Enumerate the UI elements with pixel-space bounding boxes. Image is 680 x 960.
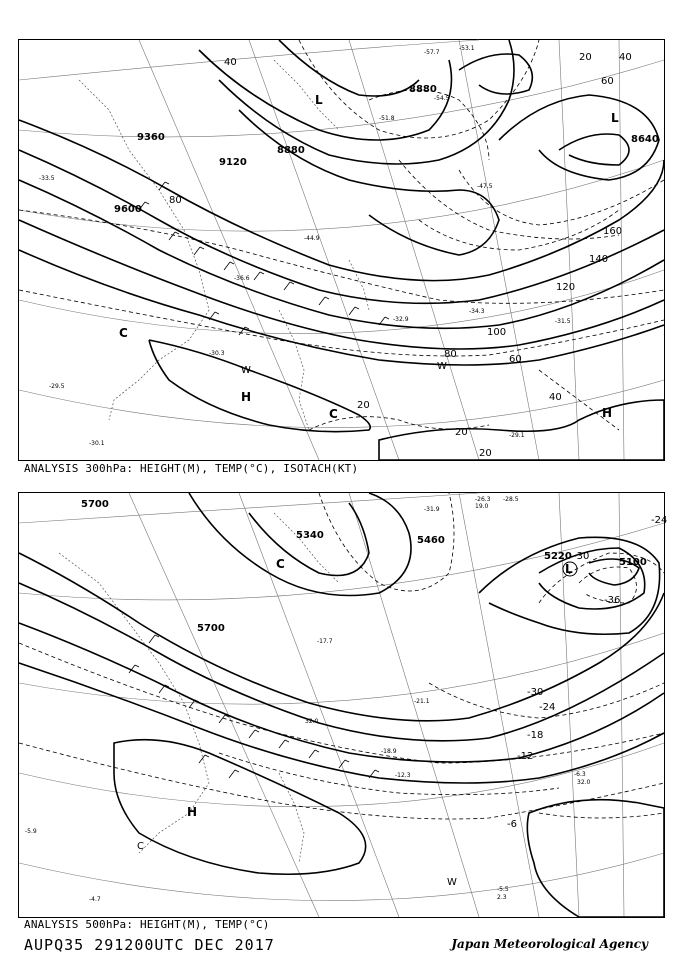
agency-credit: Japan Meteorological Agency: [451, 937, 648, 951]
height-label-5220: 5220: [544, 551, 572, 562]
height-label-9120: 9120: [219, 157, 247, 168]
temp-contour-label: -24: [651, 515, 668, 526]
obs-value: -28.5: [503, 496, 519, 503]
low-center: L: [565, 562, 573, 576]
temp-obs: -33.5: [39, 175, 55, 182]
isotach-label: 140: [589, 254, 609, 265]
temp-obs: -51.8: [379, 115, 395, 122]
high-center: H: [241, 390, 252, 404]
graticule: [19, 40, 664, 460]
obs-value: 19.0: [475, 503, 489, 510]
temp-obs: -29.1: [509, 432, 525, 439]
coastline: [79, 60, 369, 430]
temp-obs: -57.7: [424, 49, 440, 56]
height-label-8880-a: 8880: [277, 145, 305, 156]
height-label-5460: 5460: [417, 535, 445, 546]
isotach-label: 20: [455, 427, 468, 438]
isotach-label: 160: [603, 226, 623, 237]
height-label-5700-b: 5700: [197, 623, 225, 634]
obs-value: 32.0: [577, 779, 591, 786]
temp-obs: -30.1: [89, 440, 105, 447]
height-contours: [19, 40, 664, 460]
isotach-label: 120: [556, 282, 576, 293]
height-label-5100: 5100: [619, 557, 647, 568]
warm-center: W: [447, 877, 457, 888]
temp-obs: -44.9: [304, 235, 320, 242]
obs-value: -5.5: [497, 886, 509, 893]
caption-300hpa: ANALYSIS 300hPa: HEIGHT(M), TEMP(°C), ISOTACH(KT): [24, 462, 359, 475]
temp-obs: -54.5: [434, 95, 450, 102]
low-center: L: [611, 111, 619, 125]
isotach-label: 40: [619, 52, 632, 63]
cold-center: C: [119, 326, 128, 340]
temp-contour-label: -30: [573, 551, 590, 562]
height-label-9600: 9600: [114, 204, 142, 215]
high-center: H: [602, 406, 613, 420]
temp-obs: -30.3: [209, 350, 225, 357]
isotach-label: 40: [224, 57, 237, 68]
isotach-label: 100: [487, 327, 507, 338]
high-center: H: [187, 805, 198, 819]
map-500hpa-canvas: [19, 493, 668, 917]
isotach-label: 80: [444, 349, 457, 360]
obs-value: -18.9: [381, 748, 397, 755]
obs-value: -4.7: [89, 896, 101, 903]
caption-500hpa: ANALYSIS 500hPa: HEIGHT(M), TEMP(°C): [24, 918, 270, 931]
map-300hpa-canvas: [19, 40, 664, 460]
bulletin-header: AUPQ35 291200UTC DEC 2017: [24, 936, 275, 954]
map-300hpa: [18, 39, 665, 461]
temp-contour-label: -24: [539, 702, 556, 713]
temp-obs: -31.5: [555, 318, 571, 325]
height-label-5340: 5340: [296, 530, 324, 541]
cold-center: C: [137, 841, 144, 852]
cold-center: C: [276, 557, 285, 571]
low-center: L: [315, 93, 323, 107]
obs-value: -12.3: [395, 772, 411, 779]
warm-center: W: [437, 361, 447, 372]
coastline: [59, 513, 339, 863]
temp-contour-label: -12: [517, 751, 534, 762]
isotach-label: 20: [479, 448, 492, 459]
obs-value: -26.3: [475, 496, 491, 503]
isotach-label: 60: [509, 354, 522, 365]
temp-obs: -53.1: [459, 45, 475, 52]
warm-center: W: [241, 365, 251, 376]
temp-obs: -34.3: [469, 308, 485, 315]
isotach-label: 80: [169, 195, 182, 206]
obs-value: 2.3: [497, 894, 507, 901]
obs-value: -21.1: [414, 698, 430, 705]
isotach-label: 20: [579, 52, 592, 63]
isotach-label: 20: [357, 400, 370, 411]
isotach-label: 60: [601, 76, 614, 87]
temp-obs: -36.6: [234, 275, 250, 282]
temp-obs: -47.5: [477, 183, 493, 190]
cold-center: C: [329, 407, 338, 421]
obs-value: -17.7: [317, 638, 333, 645]
temp-contour-label: -36: [604, 595, 621, 606]
height-label-5700-a: 5700: [81, 499, 109, 510]
obs-value: -6.3: [574, 771, 586, 778]
height-label-9360: 9360: [137, 132, 165, 143]
temp-obs: -29.5: [49, 383, 65, 390]
temp-contour-label: -18: [527, 730, 544, 741]
obs-value: -31.9: [424, 506, 440, 513]
obs-value: 32.0: [305, 718, 319, 725]
temp-contour-label: -30: [527, 687, 544, 698]
map-500hpa: [18, 492, 668, 918]
height-label-8640: 8640: [631, 134, 659, 145]
obs-value: -5.9: [25, 828, 37, 835]
height-label-8880-b: 8880: [409, 84, 437, 95]
temp-contour-label: -6: [507, 819, 517, 830]
isotach-label: 40: [549, 392, 562, 403]
temp-obs: -32.9: [393, 316, 409, 323]
